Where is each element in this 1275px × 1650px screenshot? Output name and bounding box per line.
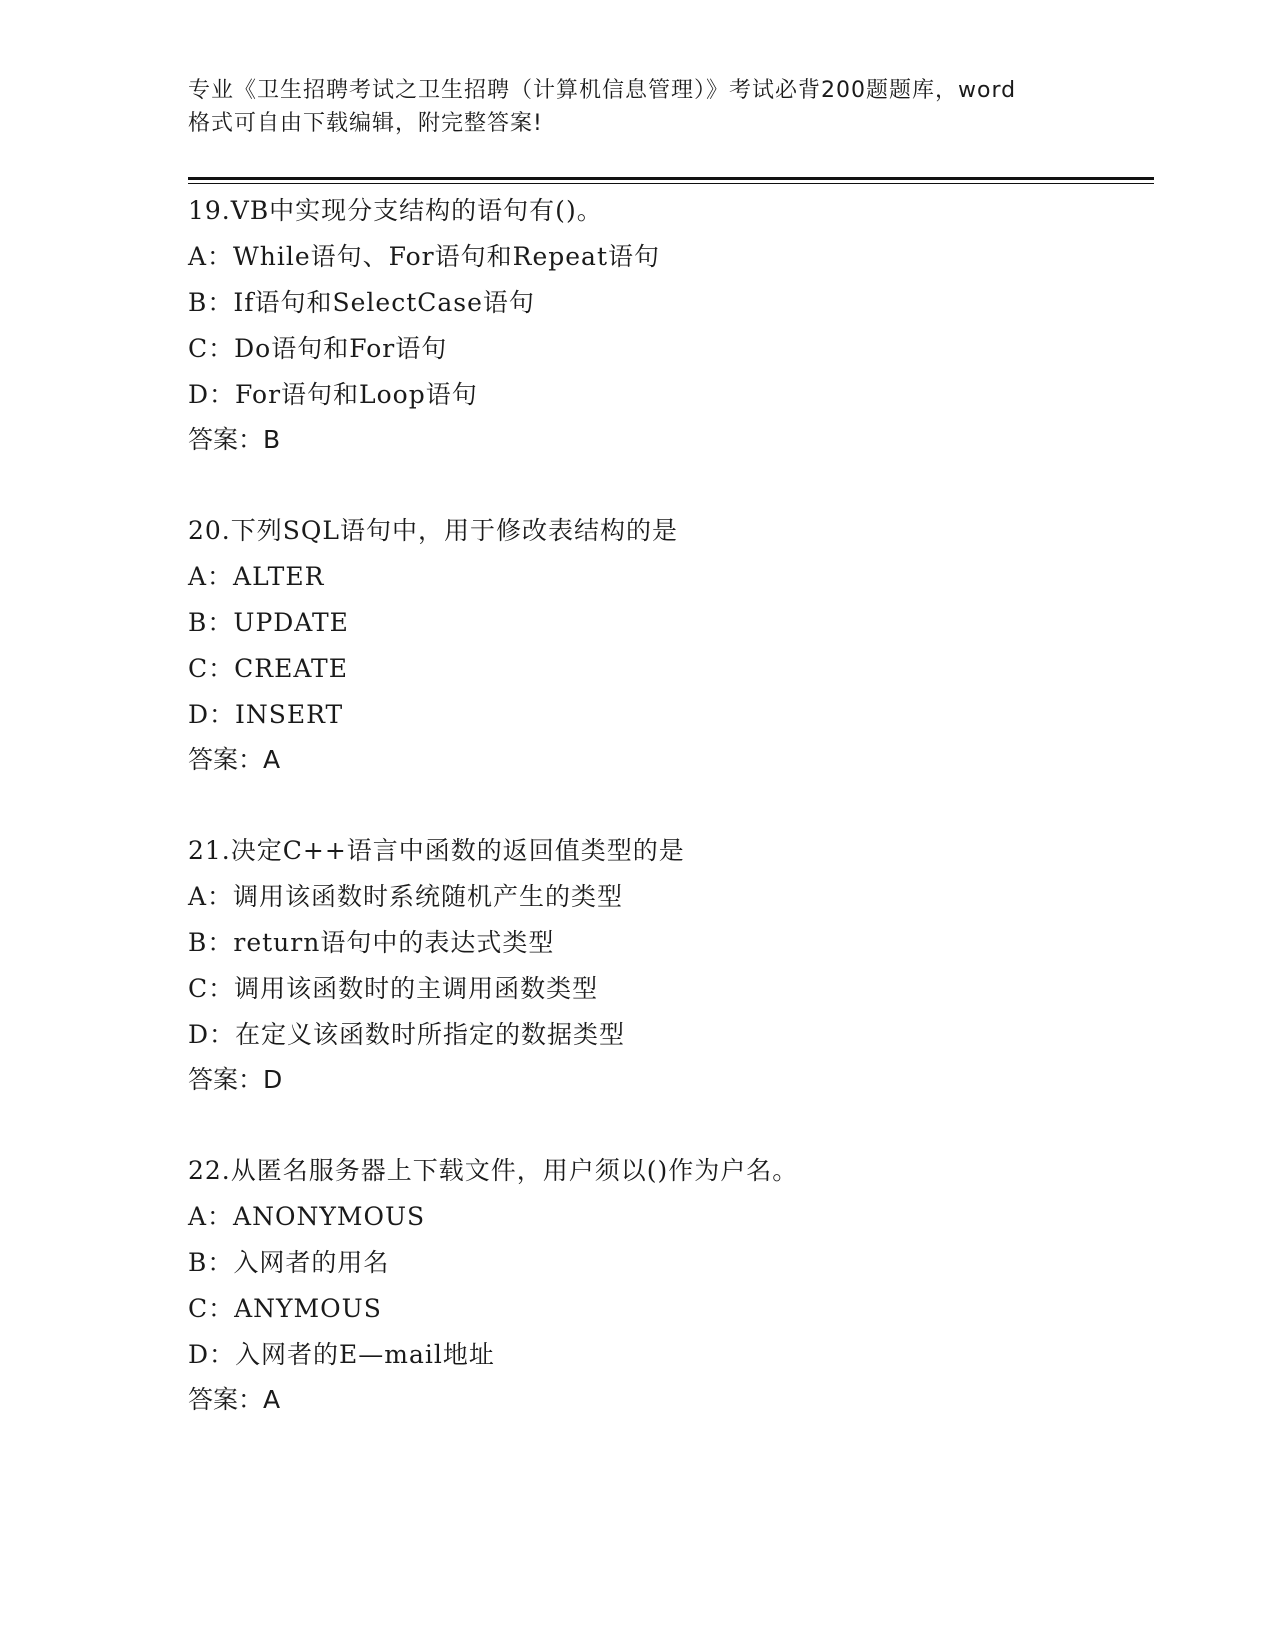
question-stem: 21.决定C++语言中函数的返回值类型的是 xyxy=(188,836,685,865)
option-b: B：入网者的用名 xyxy=(188,1248,390,1277)
option-b: B：UPDATE xyxy=(188,608,349,637)
option-a: A：While语句、For语句和Repeat语句 xyxy=(188,242,660,271)
header-divider-thick xyxy=(188,177,1154,180)
question-list xyxy=(188,188,1154,1468)
question-22 xyxy=(188,1148,1154,1422)
option-c: C：Do语句和For语句 xyxy=(188,334,448,363)
header-line-1: 专业《卫生招聘考试之卫生招聘（计算机信息管理）》考试必背200题题库，word xyxy=(188,78,1017,103)
answer: 答案：A xyxy=(188,745,281,774)
option-c: C：ANYMOUS xyxy=(188,1294,382,1323)
option-a: A：ANONYMOUS xyxy=(188,1202,426,1231)
option-a: A：调用该函数时系统随机产生的类型 xyxy=(188,882,624,911)
answer: 答案：A xyxy=(188,1385,281,1414)
option-a: A：ALTER xyxy=(188,562,325,591)
question-stem: 20.下列SQL语句中，用于修改表结构的是 xyxy=(188,516,678,545)
question-20 xyxy=(188,508,1154,782)
question-stem: 22.从匿名服务器上下载文件，用户须以()作为户名。 xyxy=(188,1156,799,1185)
option-c: C：调用该函数时的主调用函数类型 xyxy=(188,974,599,1003)
question-stem: 19.VB中实现分支结构的语句有()。 xyxy=(188,196,603,225)
option-c: C：CREATE xyxy=(188,654,348,683)
option-b: B：If语句和SelectCase语句 xyxy=(188,288,535,317)
document-header xyxy=(188,74,1088,140)
header-line-2: 格式可自由下载编辑，附完整答案! xyxy=(188,111,543,136)
option-b: B：return语句中的表达式类型 xyxy=(188,928,555,957)
option-d: D：For语句和Loop语句 xyxy=(188,380,478,409)
answer: 答案：B xyxy=(188,425,281,454)
question-21 xyxy=(188,828,1154,1102)
option-d: D：在定义该函数时所指定的数据类型 xyxy=(188,1020,626,1049)
option-d: D：入网者的E—mail地址 xyxy=(188,1340,495,1369)
header-divider-thin xyxy=(188,183,1154,184)
option-d: D：INSERT xyxy=(188,700,344,729)
question-19 xyxy=(188,188,1154,462)
answer: 答案：D xyxy=(188,1065,283,1094)
